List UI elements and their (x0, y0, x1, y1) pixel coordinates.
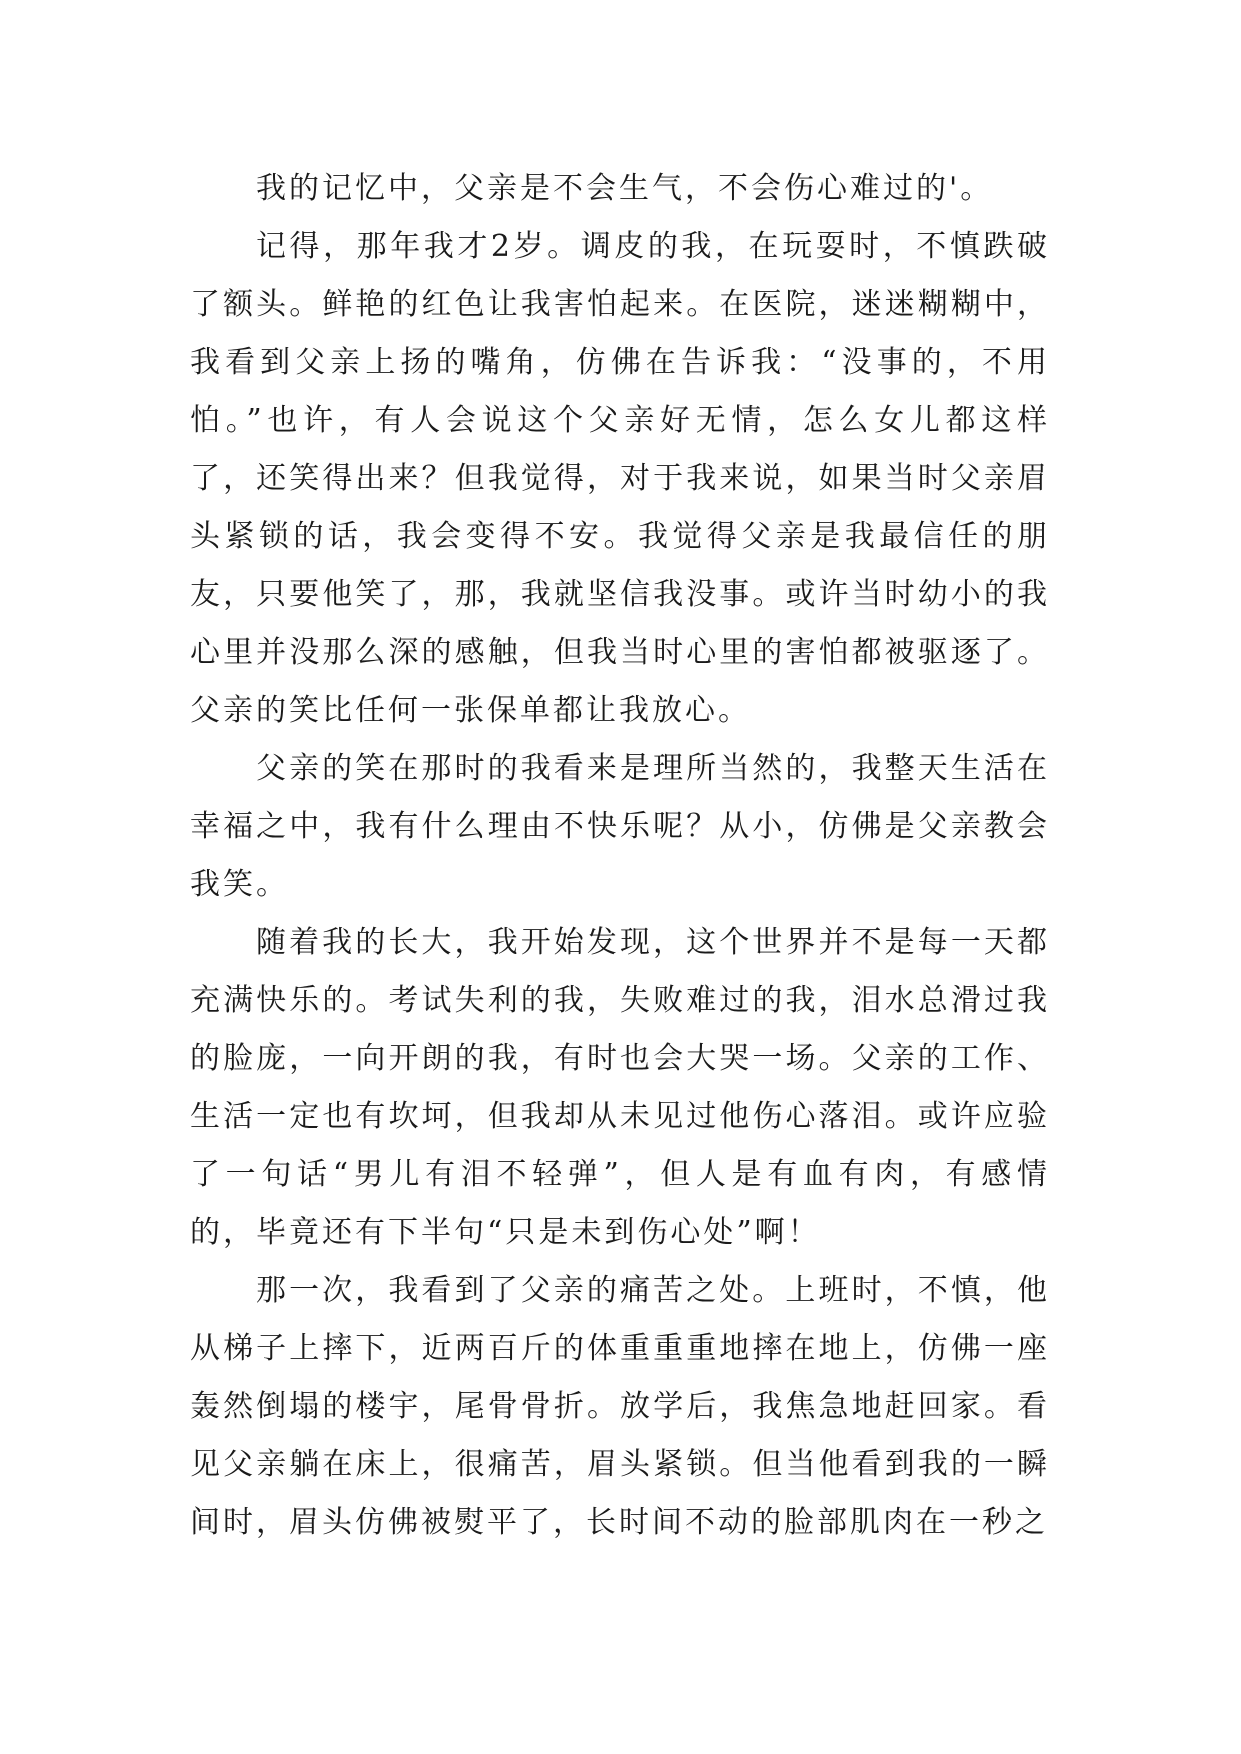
paragraph-5: 那一次，我看到了父亲的痛苦之处。上班时，不慎，他从梯子上摔下，近两百斤的体重重重地摔在地上，仿佛一座轰然倒塌的楼宇，尾骨骨折。放学后，我焦急地赶回家。看见父亲躺在床上，很痛苦，眉头紧锁。但当他看到我的一瞬间时，眉头仿佛被熨平了，长时间不动的脸部肌肉在一秒之 (190, 1273, 1050, 1540)
paragraph-3: 父亲的笑在那时的我看来是理所当然的，我整天生活在幸福之中，我有什么理由不快乐呢？从小，仿佛是父亲教会我笑。 (190, 751, 1050, 902)
document-body (190, 160, 1050, 1552)
paragraph-1: 我的记忆中，父亲是不会生气，不会伤心难过的'。 (256, 171, 994, 206)
paragraph-4: 随着我的长大，我开始发现，这个世界并不是每一天都充满快乐的。考试失利的我，失败难过的我，泪水总滑过我的脸庞，一向开朗的我，有时也会大哭一场。父亲的工作、生活一定也有坎坷，但我却从未见过他伤心落泪。或许应验了一句话“男儿有泪不轻弹”，但人是有血有肉，有感情的，毕竟还有下半句“只是未到伤心处”啊！ (190, 925, 1050, 1250)
paragraph-2: 记得，那年我才2岁。调皮的我，在玩耍时，不慎跌破了额头。鲜艳的红色让我害怕起来。在医院，迷迷糊糊中，我看到父亲上扬的嘴角，仿佛在告诉我：“没事的，不用怕。”也许，有人会说这个父亲好无情，怎么女儿都这样了，还笑得出来？但我觉得，对于我来说，如果当时父亲眉头紧锁的话，我会变得不安。我觉得父亲是我最信任的朋友，只要他笑了，那，我就坚信我没事。或许当时幼小的我心里并没那么深的感触，但我当时心里的害怕都被驱逐了。父亲的笑比任何一张保单都让我放心。 (190, 229, 1050, 728)
